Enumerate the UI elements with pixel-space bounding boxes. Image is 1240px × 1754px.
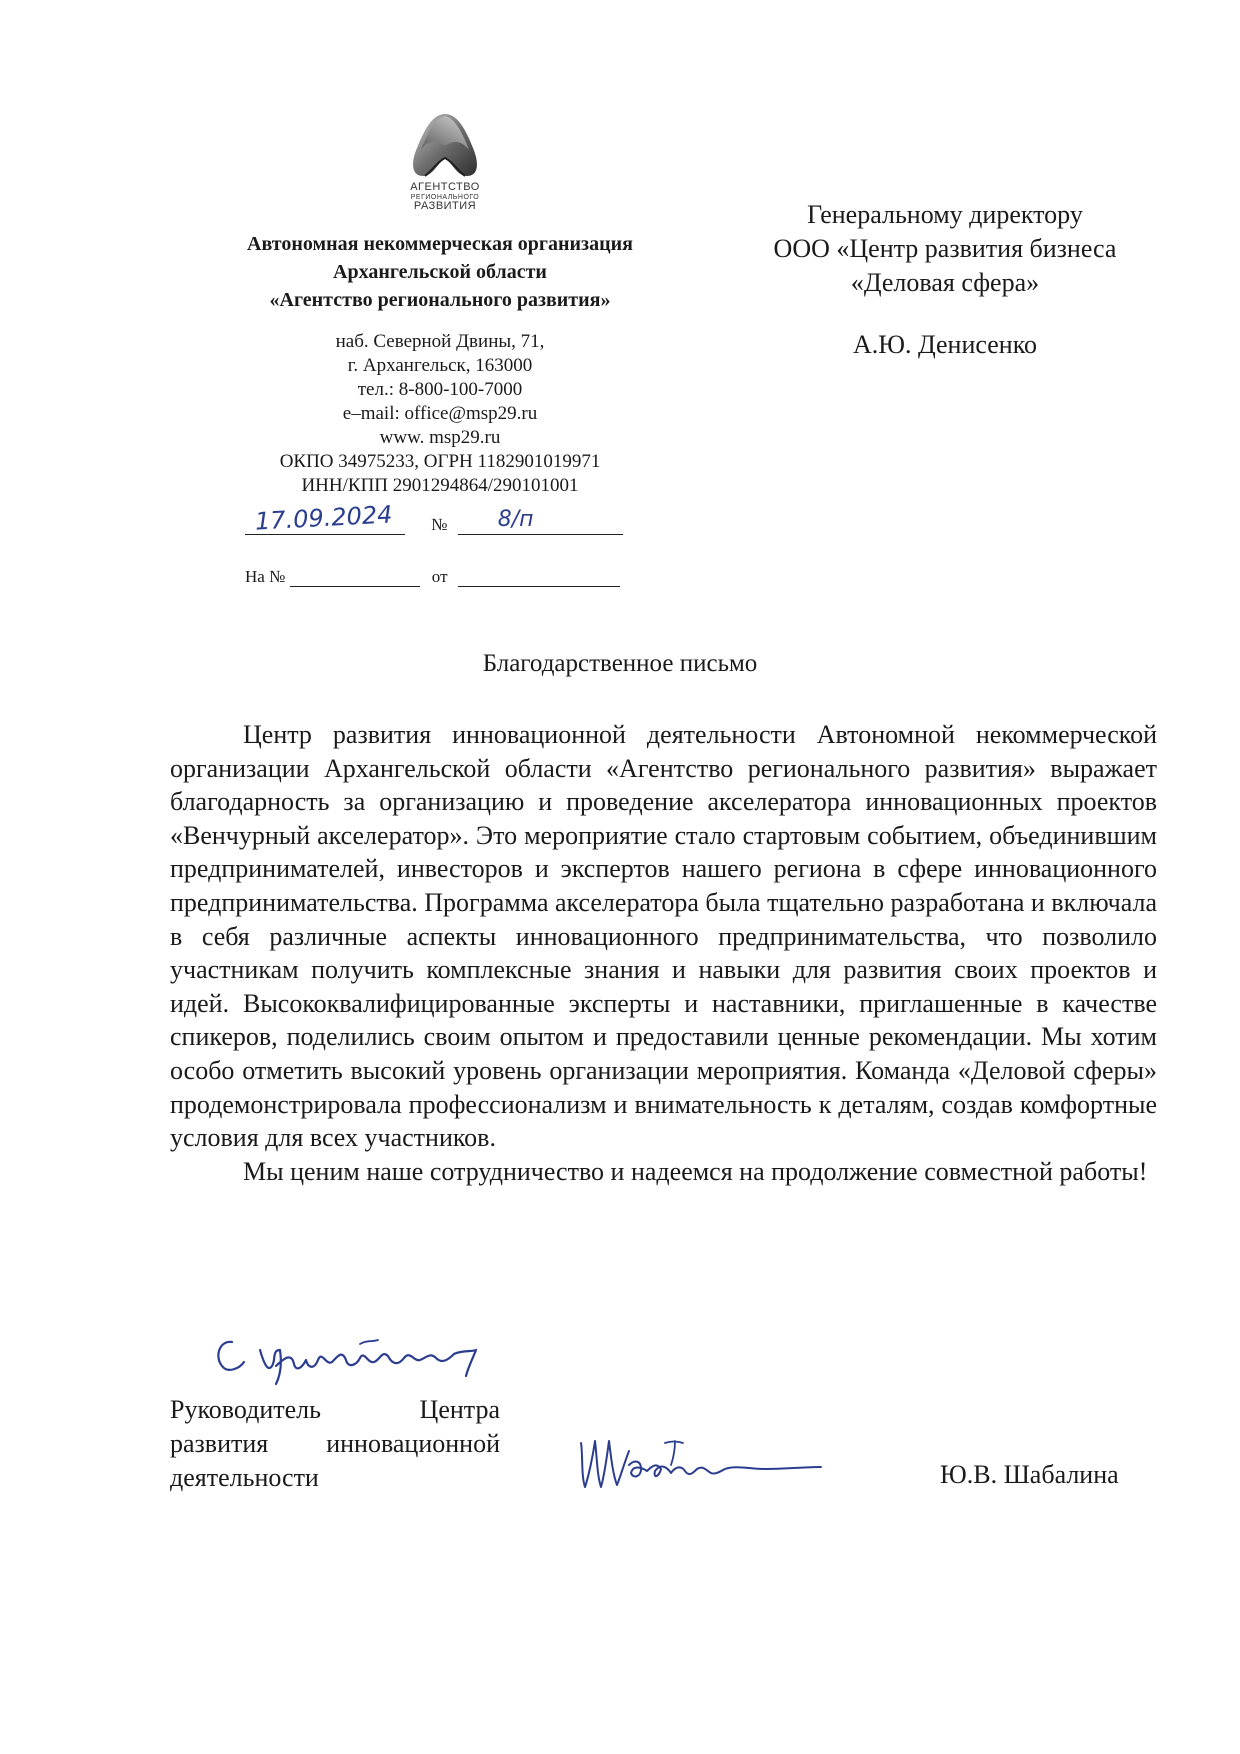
- reply-number-label: На №: [245, 567, 286, 586]
- inn-kpp-line: ИНН/КПП 2901294864/290101001: [301, 475, 579, 496]
- address-line: наб. Северной Двины, 71,: [335, 331, 545, 352]
- reply-number-field: [290, 564, 420, 587]
- reply-from-label: от: [431, 567, 448, 586]
- number-field: [458, 507, 623, 535]
- addressee-block: [730, 198, 1160, 362]
- letter-title: Благодарственное письмо: [482, 650, 758, 677]
- letter-body: [170, 718, 1157, 1188]
- signer-position-line: деятельности: [170, 1463, 319, 1492]
- addressee-line: Генеральному директору: [807, 200, 1083, 229]
- logo-text-line-2: РЕГИОНАЛЬНОГО: [410, 193, 480, 201]
- signer-position-line: развития инновационной: [170, 1429, 500, 1458]
- organization-name-line: Автономная некоммерческая организация: [247, 233, 633, 255]
- city-line: г. Архангельск, 163000: [347, 355, 533, 376]
- logo-text-line-1: АГЕНТСТВО: [410, 181, 480, 193]
- organization-name: [160, 230, 720, 314]
- logo-mark-icon: [405, 110, 485, 182]
- email-line: e–mail: office@msp29.ru: [342, 403, 538, 424]
- handwritten-closing: [210, 1320, 530, 1390]
- reply-date-field: [458, 564, 620, 587]
- reply-reference: [245, 564, 625, 587]
- date-field: [245, 500, 405, 536]
- signer-position: [170, 1393, 500, 1495]
- handwritten-date: 17.09.2024: [254, 500, 394, 536]
- website-line: www. msp29.ru: [379, 427, 501, 448]
- organization-contacts: [240, 330, 640, 498]
- body-paragraph: Мы ценим наше сотрудничество и надеемся на продолжение совместной работы!: [243, 1156, 1148, 1186]
- handwritten-number: 8/п: [497, 507, 534, 532]
- okpo-ogrn-line: ОКПО 34975233, ОГРН 1182901019971: [279, 451, 601, 472]
- signer-name: Ю.В. Шабалина: [940, 1460, 1119, 1489]
- outgoing-registration: [245, 500, 625, 536]
- signer-position-line: Руководитель Центра: [170, 1395, 500, 1424]
- addressee-line: ООО «Центр развития бизнеса: [773, 234, 1117, 263]
- agency-logo: [395, 110, 495, 220]
- phone-line: тел.: 8-800-100-7000: [357, 379, 523, 400]
- logo-text-line-3: РАЗВИТИЯ: [413, 199, 477, 212]
- number-label: №: [431, 515, 448, 534]
- body-paragraph: Центр развития инновационной деятельности Автономной некоммерческой организации Архангельской области «Агентство регионального развития» выражает благодарность за организацию и проведение акселератора инновационных проектов «Венчурный акселератор». Это мероприятие стало стартовым событием, объединившим предпринимателей, инвесторов и экспертов нашего региона в сфере инновационного предпринимательства. Программа акселератора была тщательно разработана и включала в себя различные аспекты инновационного предпринимательства, что позволило участникам получить комплексные знания и навыки для развития своих проектов и идей. Высококвалифицированные эксперты и наставники, приглашенные в качестве спикеров, поделились своим опытом и предоставили ценные рекомендации. Мы хотим особо отметить высокий уровень организации мероприятия. Команда «Деловой сферы» продемонстрировала профессионализм и внимательность к деталям, создав комфортные условия для всех участников.: [170, 720, 1157, 1153]
- organization-name-line: «Агентство регионального развития»: [269, 289, 611, 311]
- signature-mark: [575, 1425, 825, 1495]
- addressee-name: А.Ю. Денисенко: [852, 330, 1038, 359]
- addressee-line: «Деловая сфера»: [850, 268, 1040, 297]
- organization-name-line: Архангельской области: [333, 261, 547, 283]
